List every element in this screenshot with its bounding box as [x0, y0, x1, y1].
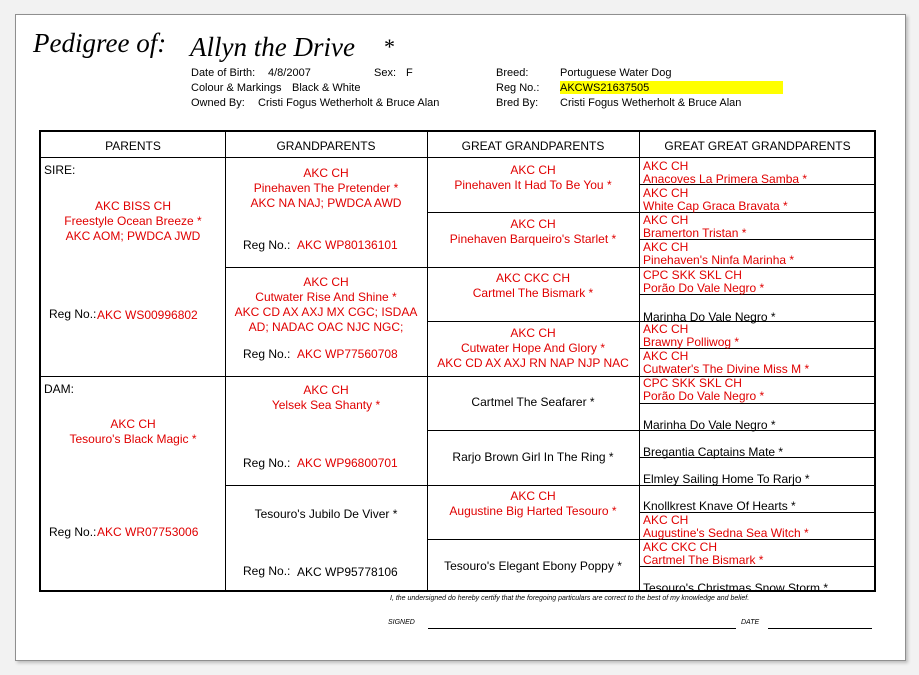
dam-reg-label: Reg No.:: [49, 525, 97, 539]
gp4-reg-label: Reg No.:: [243, 564, 291, 578]
signed-label: SIGNED: [388, 619, 415, 626]
gggp-7-title: AKC CH: [643, 322, 689, 336]
gggp-15-title: AKC CKC CH: [643, 540, 718, 554]
great-grandparent-5: [427, 395, 639, 410]
gp2-suffix-2: AD; NADAC OAC NJC NGC;: [248, 320, 404, 334]
gggp-10-name: Marinha Do Vale Negro *: [643, 418, 776, 432]
dam-reg: AKC WR07753006: [97, 525, 199, 539]
colour-value: Black & White: [292, 82, 361, 94]
gggp-2-name: White Cap Graca Bravata *: [643, 199, 788, 213]
breed-value: Portuguese Water Dog: [560, 67, 672, 79]
gggp-1: [643, 160, 807, 186]
gggp-2-title: AKC CH: [643, 186, 689, 200]
sire-title: AKC BISS CH: [94, 199, 172, 213]
gp3-reg: AKC WP96800701: [297, 456, 398, 470]
gggp-8: [643, 350, 809, 376]
pedigree-grid: [39, 130, 876, 595]
great-grandparent-6: [427, 450, 639, 465]
great-grandparent-2: [427, 217, 639, 247]
gp1-reg-label: Reg No.:: [243, 238, 291, 252]
gp3-title: AKC CH: [303, 383, 349, 397]
col-header-parents: PARENTS: [105, 139, 161, 153]
col-header-great-great-grandparents: GREAT GREAT GRANDPARENTS: [664, 139, 851, 153]
col-header-great-grandparents: GREAT GRANDPARENTS: [461, 139, 605, 153]
dog-name: Allyn the Drive: [190, 32, 355, 62]
gggp-5-title: CPC SKK SKL CH: [643, 268, 742, 282]
sire-reg-label: Reg No.:: [49, 307, 97, 321]
certification-text: I, the undersigned do hereby certify that the foregoing particulars are correct to the best of my knowledge and belief.: [390, 595, 750, 602]
gggp-15: [643, 541, 763, 567]
gggp-4: [643, 241, 794, 267]
sire-reg: AKC WS00996802: [97, 308, 198, 322]
ggp3-name: Cartmel The Bismark *: [472, 286, 594, 300]
gp3-reg-label: Reg No.:: [243, 456, 291, 470]
gp2-name: Cutwater Rise And Shine *: [255, 290, 397, 304]
gp3-name: Yelsek Sea Shanty *: [271, 398, 381, 412]
pedigree-title: Pedigree of:: [33, 28, 167, 58]
gggp-7-name: Brawny Polliwog *: [643, 335, 740, 349]
gp1-name: Pinehaven The Pretender *: [253, 181, 399, 195]
gggp-15-name: Cartmel The Bismark *: [643, 553, 764, 567]
gggp-3-name: Bramerton Tristan *: [643, 226, 747, 240]
ggp2-name: Pinehaven Barqueiro's Starlet *: [449, 232, 617, 246]
ggp1-title: AKC CH: [510, 163, 556, 177]
gggp-9-title: CPC SKK SKL CH: [643, 376, 742, 390]
ggp8-name: Tesouro's Elegant Ebony Poppy *: [444, 559, 622, 573]
gp4-name: Tesouro's Jubilo De Viver *: [254, 507, 398, 521]
gggp-13-name: Knollkrest Knave Of Hearts *: [643, 499, 796, 513]
gggp-1-name: Anacoves La Primera Samba *: [643, 172, 808, 186]
gp2-reg-label: Reg No.:: [243, 347, 291, 361]
gggp-1-title: AKC CH: [643, 159, 689, 173]
gggp-14: [643, 514, 809, 540]
ggp4-title: AKC CH: [510, 326, 556, 340]
bred-label: Bred By:: [496, 97, 539, 109]
gp2-reg: AKC WP77560708: [297, 347, 398, 361]
ggp7-title: AKC CH: [510, 489, 556, 503]
gggp-4-title: AKC CH: [643, 240, 689, 254]
gp2-suffix-1: AKC CD AX AXJ MX CGC; ISDAA: [234, 305, 418, 319]
great-grandparent-7: [427, 489, 639, 519]
sex-label: Sex:: [374, 67, 397, 79]
gggp-8-name: Cutwater's The Divine Miss M *: [643, 362, 810, 376]
date-line[interactable]: [768, 628, 872, 629]
gggp-12: [643, 473, 810, 486]
grandparent-4: [225, 507, 427, 522]
ggp7-name: Augustine Big Harted Tesouro *: [449, 504, 617, 518]
gggp-5: [643, 269, 764, 295]
gggp-14-name: Augustine's Sedna Sea Witch *: [643, 526, 809, 540]
gggp-9-name: Porão Do Vale Negro *: [643, 389, 765, 403]
owner-value: Cristi Fogus Wetherholt & Bruce Alan: [258, 97, 440, 109]
gp2-title: AKC CH: [303, 275, 349, 289]
gggp-16: [643, 582, 828, 595]
sire-label: SIRE:: [44, 163, 76, 177]
gggp-13: [643, 500, 796, 513]
regno-label: Reg No.:: [496, 82, 540, 94]
gggp-14-title: AKC CH: [643, 513, 689, 527]
sire-name: Freestyle Ocean Breeze *: [64, 214, 202, 228]
breed-label: Breed:: [496, 67, 529, 79]
great-grandparent-4: [427, 326, 639, 371]
sire-cell: [41, 199, 225, 244]
dam-label: DAM:: [44, 382, 74, 396]
gggp-9: [643, 377, 764, 403]
great-grandparent-8: [427, 559, 639, 574]
gggp-12-name: Elmley Sailing Home To Rarjo *: [643, 472, 810, 486]
grandparent-1: [225, 166, 427, 211]
dam-title: AKC CH: [110, 417, 156, 431]
great-grandparent-1: [427, 163, 639, 193]
gp4-reg: AKC WP95778106: [297, 565, 398, 579]
sex-value: F: [406, 67, 413, 79]
gggp-5-name: Porão Do Vale Negro *: [643, 281, 765, 295]
grandparent-2: [225, 275, 427, 335]
ggp2-title: AKC CH: [510, 217, 556, 231]
col-header-grandparents: GRANDPARENTS: [276, 139, 376, 153]
dob-label: Date of Birth:: [191, 67, 256, 79]
signature-line[interactable]: [428, 628, 736, 629]
ggp4-name: Cutwater Hope And Glory *: [460, 341, 606, 355]
gggp-11-name: Bregantia Captains Mate *: [643, 445, 784, 459]
great-grandparent-3: [427, 271, 639, 301]
regno-value: AKCWS21637505: [560, 81, 783, 94]
dog-name-star: *: [384, 34, 395, 59]
ggp4-suffix: AKC CD AX AXJ RN NAP NJP NAC: [437, 356, 629, 370]
gggp-10: [643, 419, 776, 432]
gp1-reg: AKC WP80136101: [297, 238, 398, 252]
gggp-3-title: AKC CH: [643, 213, 689, 227]
gp1-suffix: AKC NA NAJ; PWDCA AWD: [250, 196, 402, 210]
ggp1-name: Pinehaven It Had To Be You *: [454, 178, 612, 192]
gggp-6-name: Marinha Do Vale Negro *: [643, 310, 776, 324]
ggp5-name: Cartmel The Seafarer *: [471, 395, 595, 409]
dam-name: Tesouro's Black Magic *: [69, 432, 197, 446]
gggp-2: [643, 187, 788, 213]
gp1-title: AKC CH: [303, 166, 349, 180]
grandparent-3: [225, 383, 427, 413]
ggp3-title: AKC CKC CH: [495, 271, 570, 285]
dam-cell: [41, 417, 225, 447]
gggp-4-name: Pinehaven's Ninfa Marinha *: [643, 253, 795, 267]
owner-label: Owned By:: [191, 97, 245, 109]
ggp6-name: Rarjo Brown Girl In The Ring *: [452, 450, 614, 464]
bred-value: Cristi Fogus Wetherholt & Bruce Alan: [560, 97, 742, 109]
gggp-7: [643, 323, 739, 349]
sire-suffix: AKC AOM; PWDCA JWD: [65, 229, 201, 243]
colour-label: Colour & Markings: [191, 82, 282, 94]
gggp-3: [643, 214, 746, 240]
date-label: DATE: [741, 619, 760, 626]
gggp-16-name: Tesouro's Christmas Snow Storm *: [643, 581, 829, 595]
gggp-11: [643, 446, 783, 459]
gggp-8-title: AKC CH: [643, 349, 689, 363]
dob-value: 4/8/2007: [268, 67, 311, 79]
